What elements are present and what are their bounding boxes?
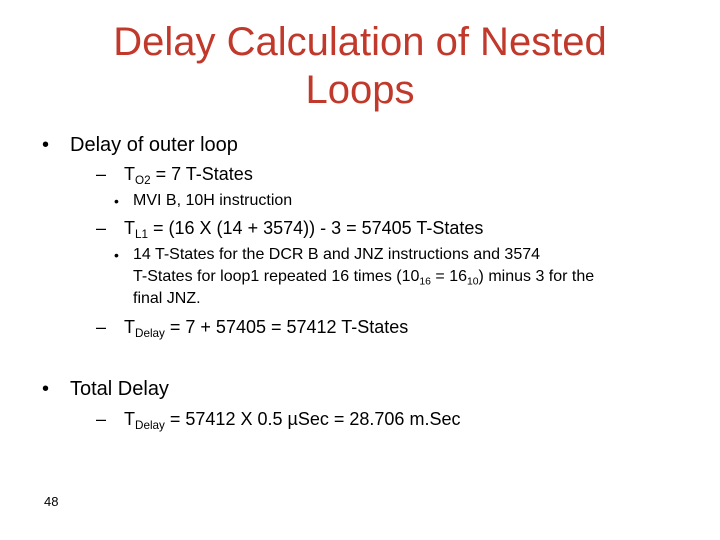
detail-sub-16: 16 bbox=[419, 276, 431, 288]
to2-line bbox=[124, 163, 253, 188]
mvi-line: MVI B, 10H instruction bbox=[133, 192, 293, 209]
to2-t: T bbox=[124, 164, 135, 184]
tl1-rest: = (16 X (14 + 3574)) - 3 = 57405 T-States bbox=[148, 218, 484, 238]
small-bullet-marker: • bbox=[114, 247, 119, 263]
dash-marker: – bbox=[96, 164, 107, 184]
detail-line2-a: T-States for loop1 repeated 16 times (10 bbox=[133, 268, 420, 285]
bullet-marker: • bbox=[42, 378, 50, 400]
slide-title-line2: Loops bbox=[305, 68, 415, 112]
page-number: 48 bbox=[44, 494, 59, 509]
dash-marker: – bbox=[96, 409, 107, 429]
tdelay2-t: T bbox=[124, 409, 135, 429]
tdelay1-rest: = 7 + 57405 = 57412 T-States bbox=[164, 317, 409, 337]
to2-sub: O2 bbox=[135, 174, 151, 188]
detail-sub-10: 10 bbox=[466, 276, 479, 288]
slide-title bbox=[0, 18, 720, 114]
tdelay2-rest: = 57412 X 0.5 µSec = 28.706 m.Sec bbox=[164, 409, 461, 429]
small-bullet-marker: • bbox=[114, 193, 119, 209]
dash-marker: – bbox=[96, 317, 107, 337]
bullet-marker: • bbox=[42, 134, 50, 156]
bullet-total-delay: Total Delay bbox=[70, 378, 169, 400]
slide-title-line1: Delay Calculation of Nested bbox=[113, 20, 607, 64]
detail-line1: 14 T-States for the DCR B and JNZ instructions and 3574 bbox=[133, 246, 541, 263]
detail-line2-b: = 16 bbox=[430, 268, 467, 285]
detail-line3: final JNZ. bbox=[133, 290, 201, 307]
bullet-outer-loop: Delay of outer loop bbox=[70, 134, 238, 156]
tl1-line bbox=[124, 217, 484, 242]
tdelay1-t: T bbox=[124, 317, 135, 337]
to2-rest: = 7 T-States bbox=[150, 164, 253, 184]
detail-line2 bbox=[133, 267, 594, 287]
tdelay1-sub: Delay bbox=[135, 327, 165, 341]
tdelay2-line bbox=[124, 408, 461, 433]
tl1-sub: L1 bbox=[135, 228, 149, 242]
dash-marker: – bbox=[96, 218, 107, 238]
detail-line2-c: ) minus 3 for the bbox=[478, 268, 595, 285]
tdelay2-sub: Delay bbox=[135, 419, 165, 433]
tl1-t: T bbox=[124, 218, 135, 238]
tdelay1-line bbox=[124, 316, 409, 341]
